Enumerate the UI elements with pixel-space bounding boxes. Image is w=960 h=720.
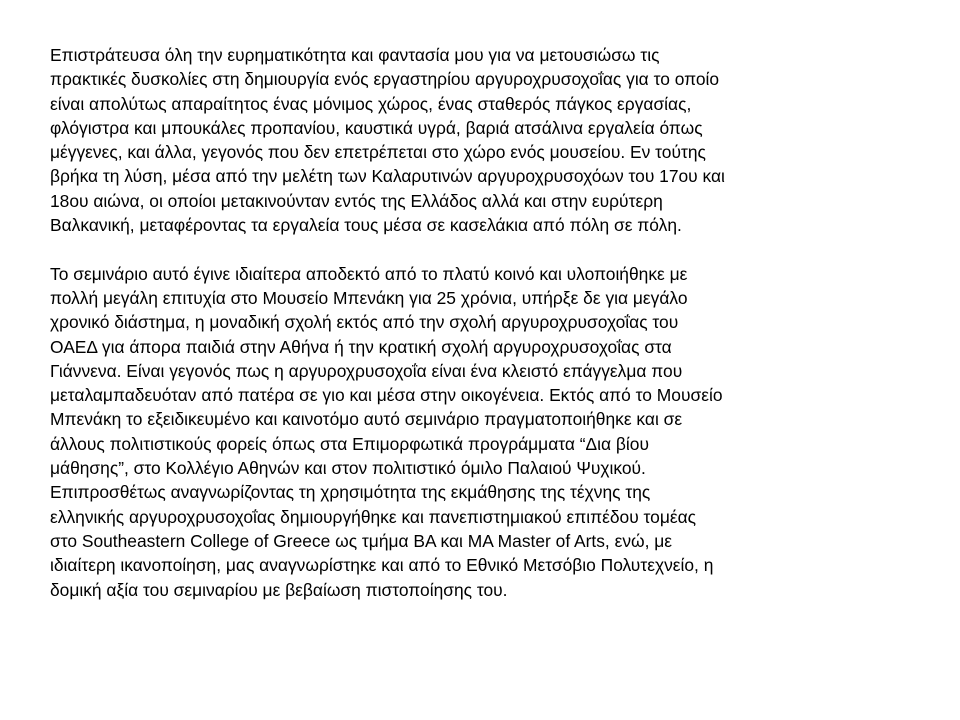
text-line: μεταλαμπαδευόταν από πατέρα σε γιο και μέσα στην οικογένεια. Εκτός από το Μουσείο [50, 385, 723, 406]
text-line: ιδιαίτερη ικανοποίηση, μας αναγνωρίστηκε και από το Εθνικό Μετσόβιο Πολυτεχνείο, η [50, 555, 714, 576]
text-line: Επιστράτευσα όλη την ευρηματικότητα και φαντασία μου για να μετουσιώσω τις [50, 45, 660, 65]
text-line: άλλους πολιτιστικούς φορείς όπως στα Επιμορφωτικά προγράμματα “Δια βίου [50, 433, 649, 454]
text-line: μέγγενες, και άλλα, γεγονός που δεν επετρέπεται στο χώρο ενός μουσείου. Εν τούτης [50, 142, 706, 163]
text-line: είναι απολύτως απαραίτητος ένας μόνιμος χώρος, ένας σταθερός πάγκος εργασίας, [50, 93, 692, 114]
text-line: Επιπροσθέτως αναγνωρίζοντας τη χρησιμότητα της εκμάθησης της τέχνης της [50, 482, 651, 503]
text-line: πρακτικές δυσκολίες στη δημιουργία ενός εργαστηρίου αργυροχρυσοχοΐας για το οποίο [50, 69, 720, 90]
text-line: πολλή μεγάλη επιτυχία στο Μουσείο Μπενάκη για 25 χρόνια, υπήρξε δε για μεγάλο [50, 287, 688, 308]
text-line: Μπενάκη το εξειδικευμένο και καινοτόμο αυτό σεμινάριο πραγματοποιήθηκε και σε [50, 409, 683, 430]
text-line: Το σεμινάριο αυτό έγινε ιδιαίτερα αποδεκτό από το πλατύ κοινό και υλοποιήθηκε με [50, 263, 688, 284]
paragraph-gap [50, 237, 930, 261]
text-line: φλόγιστρα και μπουκάλες προπανίου, καυστικά υγρά, βαριά ατσάλινα εργαλεία όπως [50, 117, 703, 138]
text-line: χρονικό διάστημα, η μοναδική σχολή εκτός από την σχολή αργυροχρυσοχοΐας του [50, 312, 679, 333]
text-line: στο Southeastern College of Greece ως τμήμα BA και MA Master of Arts, ενώ, με [50, 530, 673, 551]
paragraph-2 [50, 262, 930, 602]
text-line: βρήκα τη λύση, μέσα από την μελέτη των Καλαρυτινών αργυροχρυσοχόων του 17ου και [50, 166, 725, 187]
paragraph-1 [50, 43, 930, 237]
text-line: ΟΑΕΔ για άπορα παιδιά στην Αθήνα ή την κρατική σχολή αργυροχρυσοχοΐας στα [50, 336, 672, 357]
text-line: Βαλκανική, μεταφέροντας τα εργαλεία τους μέσα σε κασελάκια από πόλη σε πόλη. [50, 215, 682, 236]
text-line: ελληνικής αργυροχρυσοχοΐας δημιουργήθηκε και πανεπιστημιακού επιπέδου τομέας [50, 506, 697, 527]
text-line: μάθησης”, στο Κολλέγιο Αθηνών και στον πολιτιστικό όμιλο Παλαιού Ψυχικού. [50, 458, 646, 479]
text-line: Γιάννενα. Είναι γεγονός πως η αργυροχρυσοχοΐα είναι ένα κλειστό επάγγελμα που [50, 360, 683, 381]
text-line: 18ου αιώνα, οι οποίοι μετακινούνταν εντός της Ελλάδος αλλά και στην ευρύτερη [50, 190, 663, 211]
body-text [50, 43, 930, 602]
text-line: δομική αξία του σεμιναρίου με βεβαίωση πιστοποίησης του. [50, 579, 508, 600]
